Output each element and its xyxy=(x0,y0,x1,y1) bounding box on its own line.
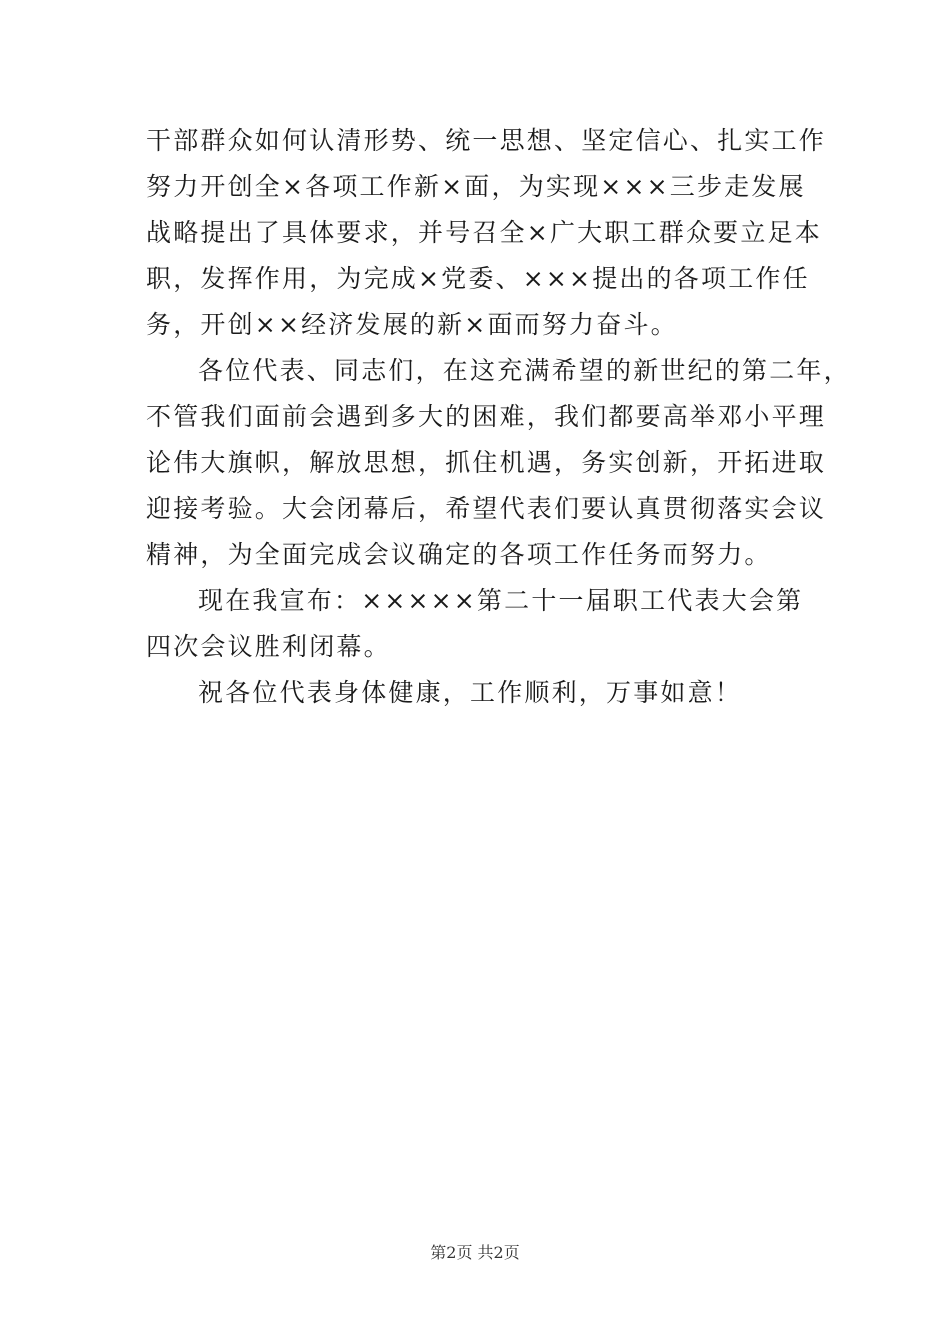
text-line: 不管我们面前会遇到多大的困难，我们都要高举邓小平理 xyxy=(146,402,827,431)
text-line: 职，发挥作用，为完成×党委、×××提出的各项工作任 xyxy=(146,264,810,293)
document-body xyxy=(146,118,851,716)
paragraph xyxy=(146,348,851,578)
text-line: 努力开创全×各项工作新×面，为实现×××三步走发展 xyxy=(146,172,806,201)
text-line: 论伟大旗帜，解放思想，抓住机遇，务实创新，开拓进取 xyxy=(146,448,827,477)
text-line: 迎接考验。大会闭幕后，希望代表们要认真贯彻落实会议 xyxy=(146,494,827,523)
text-line: 战略提出了具体要求，并号召全×广大职工群众要立足本 xyxy=(146,218,822,247)
text-line: 各位代表、同志们，在这充满希望的新世纪的第二年， xyxy=(198,356,851,385)
text-line: 干部群众如何认清形势、统一思想、坚定信心、扎实工作 xyxy=(146,126,827,155)
text-line: 现在我宣布：×××××第二十一届职工代表大会第 xyxy=(198,586,804,615)
paragraph xyxy=(146,578,836,670)
page-footer: 第2页 共2页 xyxy=(430,1243,520,1262)
text-line: 祝各位代表身体健康，工作顺利，万事如意！ xyxy=(198,678,743,707)
text-line: 精神，为全面完成会议确定的各项工作任务而努力。 xyxy=(146,540,772,569)
paragraph xyxy=(146,670,836,716)
paragraph xyxy=(146,118,836,348)
text-line: 务，开创××经济发展的新×面而努力奋斗。 xyxy=(146,310,678,339)
text-line: 四次会议胜利闭幕。 xyxy=(146,632,391,661)
